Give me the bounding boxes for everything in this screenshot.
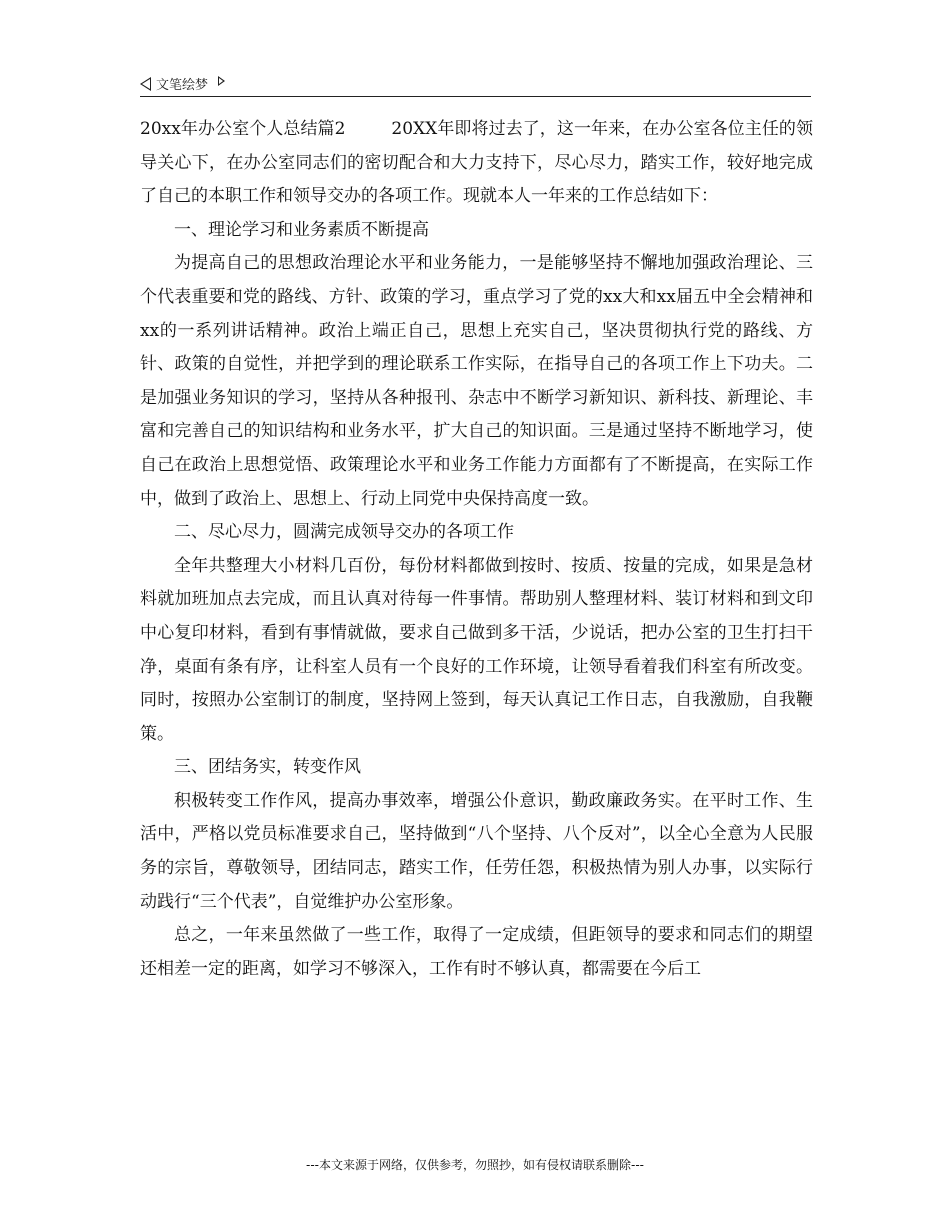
- page-footer: ---本文来源于网络，仅供参考，勿照抄，如有侵权请联系删除---: [306, 1158, 644, 1172]
- page-header: [140, 72, 811, 97]
- triangle-right-icon: [218, 76, 225, 86]
- brand-name: 文笔绘梦: [156, 78, 209, 93]
- section-body: 积极转变工作作风，提高办事效率，增强公仆意识，勤政廉政务实。在平时工作、生活中，严格以党员标准要求自己，坚持做到“八个坚持、八个反对”，以全心全意为人民服务的宗旨，尊敬领导，团结同志，踏实工作，任劳任怨，积极热情为别人办事，以实际行动践行“三个代表”，自觉维护办公室形象。: [140, 790, 813, 912]
- document-title: 20xx年办公室个人总结篇2: [140, 119, 346, 139]
- document-body: [140, 113, 813, 986]
- intro-paragraph: [140, 113, 813, 214]
- section-heading: 三、团结务实，转变作风: [174, 757, 361, 778]
- section-body: 全年共整理大小材料几百份，每份材料都做到按时、按质、按量的完成，如果是急材料就加班加点去完成，而且认真对待每一件事情。帮助别人整理材料、装订材料和到文印中心复印材料，看到有事情就做，要求自己做到多干活，少说话，把办公室的卫生打扫干净，桌面有条有序，让科室人员有一个良好的工作环境，让领导看着我们科室有所改变。同时，按照办公室制订的制度，坚持网上签到，每天认真记工作日志，自我激励，自我鞭策。: [140, 555, 813, 744]
- conclusion-paragraph: 总之，一年来虽然做了一些工作，取得了一定成绩，但距领导的要求和同志们的期望还相差一定的距离，如学习不够深入，工作有时不够认真，都需要在今后工: [140, 925, 813, 979]
- section-heading: 二、尽心尽力，圆满完成领导交办的各项工作: [174, 522, 514, 543]
- section-body: 为提高自己的思想政治理论水平和业务能力，一是能够坚持不懈地加强政治理论、三个代表重要和党的路线、方针、政策的学习，重点学习了党的xx大和xx届五中全会精神和xx的一系列讲话精神。政治上端正自己，思想上充实自己，坚决贯彻执行党的路线、方针、政策的自觉性，并把学到的理论联系工作实际，在指导自己的各项工作上下功夫。二是加强业务知识的学习，坚持从各种报刊、杂志中不断学习新知识、新科技、新理论、丰富和完善自己的知识结构和业务水平，扩大自己的知识面。三是通过坚持不断地学习，使自己在政治上思想觉悟、政策理论水平和业务工作能力方面都有了不断提高，在实际工作中，做到了政治上、思想上、行动上同党中央保持高度一致。: [140, 253, 813, 509]
- intro-text: 20XX年即将过去了，这一年来，在办公室各位主任的领导关心下，在办公室同志们的密切配合和大力支持下，尽心尽力，踏实工作，较好地完成了自己的本职工作和领导交办的各项工作。现就本人一年来的工作总结如下：: [140, 119, 813, 207]
- brand-logo: [140, 74, 225, 93]
- triangle-left-icon: [140, 77, 151, 91]
- section-heading: 一、理论学习和业务素质不断提高: [174, 219, 429, 240]
